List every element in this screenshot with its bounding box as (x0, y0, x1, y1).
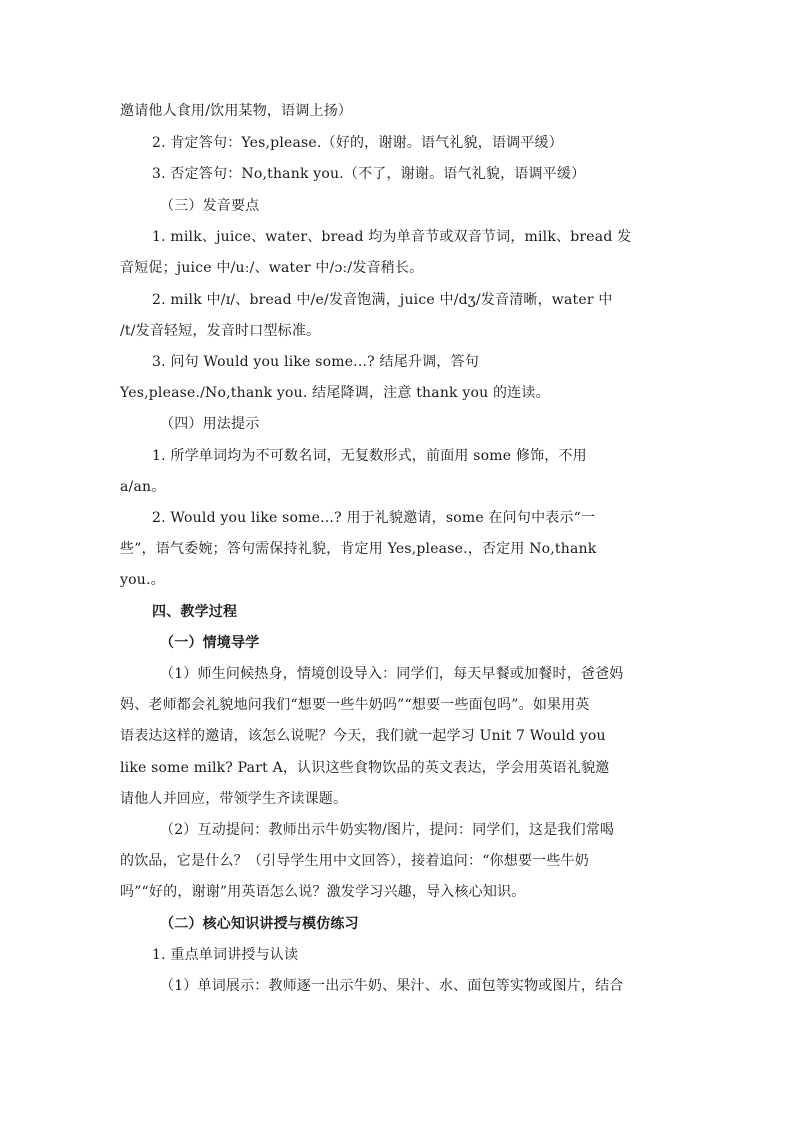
text-line: 1. 所学单词均为不可数名词，无复数形式，前面用 some 修饰，不用 (152, 448, 587, 464)
text-line: 音短促；juice 中/uː/、water 中/ɔː/发音稍长。 (120, 260, 424, 276)
text-line: 语表达这样的邀请，该怎么说呢？今天，我们就一起学习 Unit 7 Would you (120, 728, 606, 744)
text-line: 的饮品，它是什么？（引导学生用中文回答），接着追问：“你想要一些牛奶 (120, 853, 589, 869)
subsection-heading: （二）核心知识讲授与模仿练习 (160, 916, 359, 932)
text-line: 2. 肯定答句：Yes,please.（好的，谢谢。语气礼貌，语调平缓） (152, 135, 563, 151)
text-line: 2. Would you like some...? 用于礼貌邀请，some 在问句中表示“一 (152, 510, 596, 526)
text-line: 妈、老师都会礼貌地问我们“想要一些牛奶吗”“想要一些面包吗”。如果用英 (120, 697, 590, 713)
section-heading: （四）用法提示 (160, 416, 260, 432)
text-line: （1）单词展示：教师逐一出示牛奶、果汁、水、面包等实物或图片，结合 (160, 978, 624, 994)
text-line: 邀请他人食用/饮用某物，语调上扬） (120, 103, 353, 119)
text-line: a/an。 (120, 479, 166, 495)
text-line: 1. milk、juice、water、bread 均为单音节或双音节词，milk、bread 发 (152, 229, 632, 245)
text-line: （2）互动提问：教师出示牛奶实物/图片，提问：同学们，这是我们常喝 (160, 822, 615, 838)
text-line: you.。 (120, 572, 165, 588)
section-heading: （三）发音要点 (160, 198, 260, 214)
text-line: 些”，语气委婉；答句需保持礼貌，肯定用 Yes,please.，否定用 No,thank (120, 541, 597, 557)
text-line: 吗”“好的，谢谢”用英语怎么说？激发学习兴趣，导入核心知识。 (120, 884, 526, 900)
text-line: 2. milk 中/ɪ/、bread 中/e/发音饱满，juice 中/dʒ/发音清晰，water 中 (152, 292, 613, 308)
text-line: Yes,please./No,thank you. 结尾降调，注意 thank you 的连读。 (120, 385, 550, 401)
text-line: （1）师生问候热身，情境创设导入：同学们，每天早餐或加餐时，爸爸妈 (160, 666, 624, 682)
section-heading: 四、教学过程 (152, 604, 238, 620)
text-line: 1. 重点单词讲授与认读 (152, 947, 299, 963)
subsection-heading: （一）情境导学 (160, 635, 260, 651)
text-line: 3. 问句 Would you like some...? 结尾升调，答句 (152, 354, 479, 370)
text-line: like some milk? Part A，认识这些食物饮品的英文表达，学会用英语礼貌邀 (120, 760, 610, 776)
text-line: /t/发音轻短，发音时口型标准。 (120, 323, 321, 339)
text-line: 3. 否定答句：No,thank you.（不了，谢谢。语气礼貌，语调平缓） (152, 166, 586, 182)
text-line: 请他人并回应，带领学生齐读课题。 (120, 791, 348, 807)
